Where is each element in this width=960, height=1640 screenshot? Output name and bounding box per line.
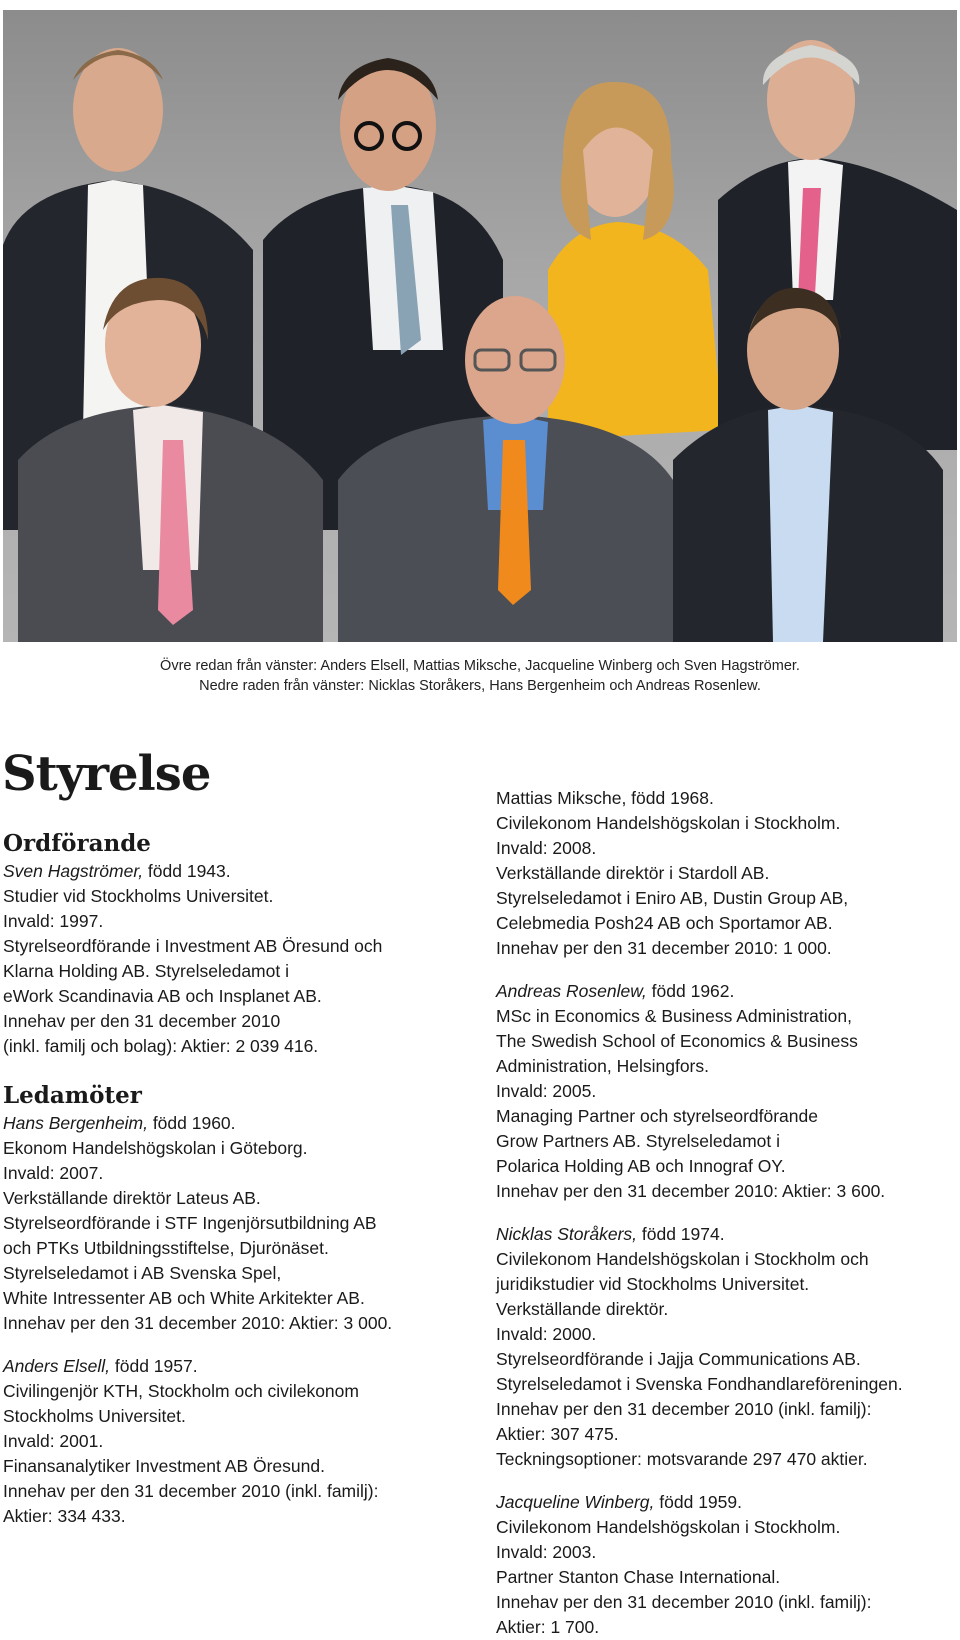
member-line: Invald: 2008. [496, 838, 597, 858]
chair-born: född 1943. [143, 861, 231, 881]
chair-line: Styrelseordförande i Investment AB Öresund och [3, 936, 383, 956]
member-entry [496, 1222, 960, 1472]
member-line: Verkställande direktör Lateus AB. [3, 1188, 261, 1208]
member-born: Mattias Miksche, född 1968. [496, 788, 714, 808]
member-line: Civilekonom Handelshögskolan i Stockholm. [496, 813, 841, 833]
chair-entry [3, 859, 473, 1059]
person-back-3 [548, 82, 723, 440]
member-line: Polarica Holding AB och Innograf OY. [496, 1156, 786, 1176]
member-entry [3, 1354, 473, 1529]
chair-line: Studier vid Stockholms Universitet. [3, 886, 274, 906]
member-name: Hans Bergenheim, [3, 1113, 148, 1133]
member-line: Celebmedia Posh24 AB och Sportamor AB. [496, 913, 833, 933]
caption-line-2: Nedre raden från vänster: Nicklas Storåkers, Hans Bergenheim och Andreas Rosenlew. [199, 678, 761, 694]
board-group-photo [3, 10, 957, 642]
members-heading: Ledamöter [3, 1082, 142, 1109]
right-column [496, 786, 960, 1640]
member-line: Verkställande direktör i Stardoll AB. [496, 863, 770, 883]
member-line: Innehav per den 31 december 2010: Aktier: 3 000. [3, 1313, 393, 1333]
member-name: Andreas Rosenlew, [496, 981, 647, 1001]
page-title: Styrelse [2, 746, 211, 802]
member-line: Innehav per den 31 december 2010 (inkl. familj): [3, 1481, 379, 1501]
member-line: Invald: 2003. [496, 1542, 597, 1562]
member-line: Styrelseledamot i Eniro AB, Dustin Group AB, [496, 888, 849, 908]
member-line: The Swedish School of Economics & Business [496, 1031, 858, 1051]
member-line: Stockholms Universitet. [3, 1406, 186, 1426]
member-name-line [496, 1490, 960, 1515]
member-line: Aktier: 334 433. [3, 1506, 126, 1526]
photo-caption [0, 656, 960, 696]
chair-line: Innehav per den 31 december 2010 [3, 1011, 281, 1031]
member-line: Invald: 2005. [496, 1081, 597, 1101]
member-name: Nicklas Storåkers, [496, 1224, 638, 1244]
member-born: född 1959. [654, 1492, 742, 1512]
member-line: Ekonom Handelshögskolan i Göteborg. [3, 1138, 308, 1158]
member-line: Civilekonom Handelshögskolan i Stockholm. [496, 1517, 841, 1537]
member-line: Verkställande direktör. [496, 1299, 669, 1319]
member-line: Innehav per den 31 december 2010: Aktier: 3 600. [496, 1181, 886, 1201]
member-line: Innehav per den 31 december 2010: 1 000. [496, 938, 832, 958]
member-line: Invald: 2000. [496, 1324, 597, 1344]
member-line: Partner Stanton Chase International. [496, 1567, 781, 1587]
member-line: Invald: 2007. [3, 1163, 104, 1183]
chair-line: eWork Scandinavia AB och Insplanet AB. [3, 986, 322, 1006]
member-line: Styrelseordförande i STF Ingenjörsutbildning AB [3, 1213, 377, 1233]
member-born: född 1957. [110, 1356, 198, 1376]
member-line: Civilingenjör KTH, Stockholm och civilekonom [3, 1381, 359, 1401]
chair-line: Invald: 1997. [3, 911, 104, 931]
caption-line-1: Övre redan från vänster: Anders Elsell, Mattias Miksche, Jacqueline Winberg och Sven Hagströmer. [160, 658, 800, 674]
chair-name-line [3, 859, 473, 884]
member-line: Finansanalytiker Investment AB Öresund. [3, 1456, 325, 1476]
member-line: Grow Partners AB. Styrelseledamot i [496, 1131, 780, 1151]
member-name-line [3, 1111, 473, 1136]
member-line: Managing Partner och styrelseordförande [496, 1106, 818, 1126]
member-entry [496, 979, 960, 1204]
member-name-line [496, 979, 960, 1004]
member-born: född 1962. [646, 981, 735, 1001]
member-line: juridikstudier vid Stockholms Universitet. [496, 1274, 810, 1294]
member-line: White Intressenter AB och White Arkitekter AB. [3, 1288, 365, 1308]
member-entry [496, 786, 960, 961]
chair-line: (inkl. familj och bolag): Aktier: 2 039 416. [3, 1036, 319, 1056]
left-column [3, 829, 473, 1529]
member-line: Teckningsoptioner: motsvarande 297 470 aktier. [496, 1449, 868, 1469]
member-line: Innehav per den 31 december 2010 (inkl. familj): [496, 1399, 872, 1419]
member-line: Innehav per den 31 december 2010 (inkl. familj): [496, 1592, 872, 1612]
person-back-4 [718, 40, 957, 450]
chair-heading: Ordförande [3, 830, 151, 857]
member-name: Anders Elsell, [3, 1356, 110, 1376]
member-line: Aktier: 1 700. [496, 1617, 600, 1637]
member-entry [3, 1111, 473, 1336]
member-name-line [3, 1354, 473, 1379]
member-born: född 1960. [147, 1113, 236, 1133]
member-line: Styrelseledamot i Svenska Fondhandlareföreningen. [496, 1374, 903, 1394]
chair-line: Klarna Holding AB. Styrelseledamot i [3, 961, 289, 981]
member-line: Administration, Helsingfors. [496, 1056, 709, 1076]
member-name-line [496, 1222, 960, 1247]
member-line: MSc in Economics & Business Administration, [496, 1006, 852, 1026]
member-line: Styrelseledamot i AB Svenska Spel, [3, 1263, 282, 1283]
member-line: Styrelseordförande i Jajja Communications AB. [496, 1349, 861, 1369]
member-name-line [496, 786, 960, 811]
member-line: Aktier: 307 475. [496, 1424, 619, 1444]
member-entry [496, 1490, 960, 1640]
member-line: Invald: 2001. [3, 1431, 104, 1451]
member-born: född 1974. [637, 1224, 725, 1244]
chair-name: Sven Hagströmer, [3, 861, 144, 881]
member-line: och PTKs Utbildningsstiftelse, Djurönäset. [3, 1238, 329, 1258]
member-line: Civilekonom Handelshögskolan i Stockholm och [496, 1249, 869, 1269]
member-name: Jacqueline Winberg, [496, 1492, 655, 1512]
group-photo-illustration [3, 10, 957, 642]
